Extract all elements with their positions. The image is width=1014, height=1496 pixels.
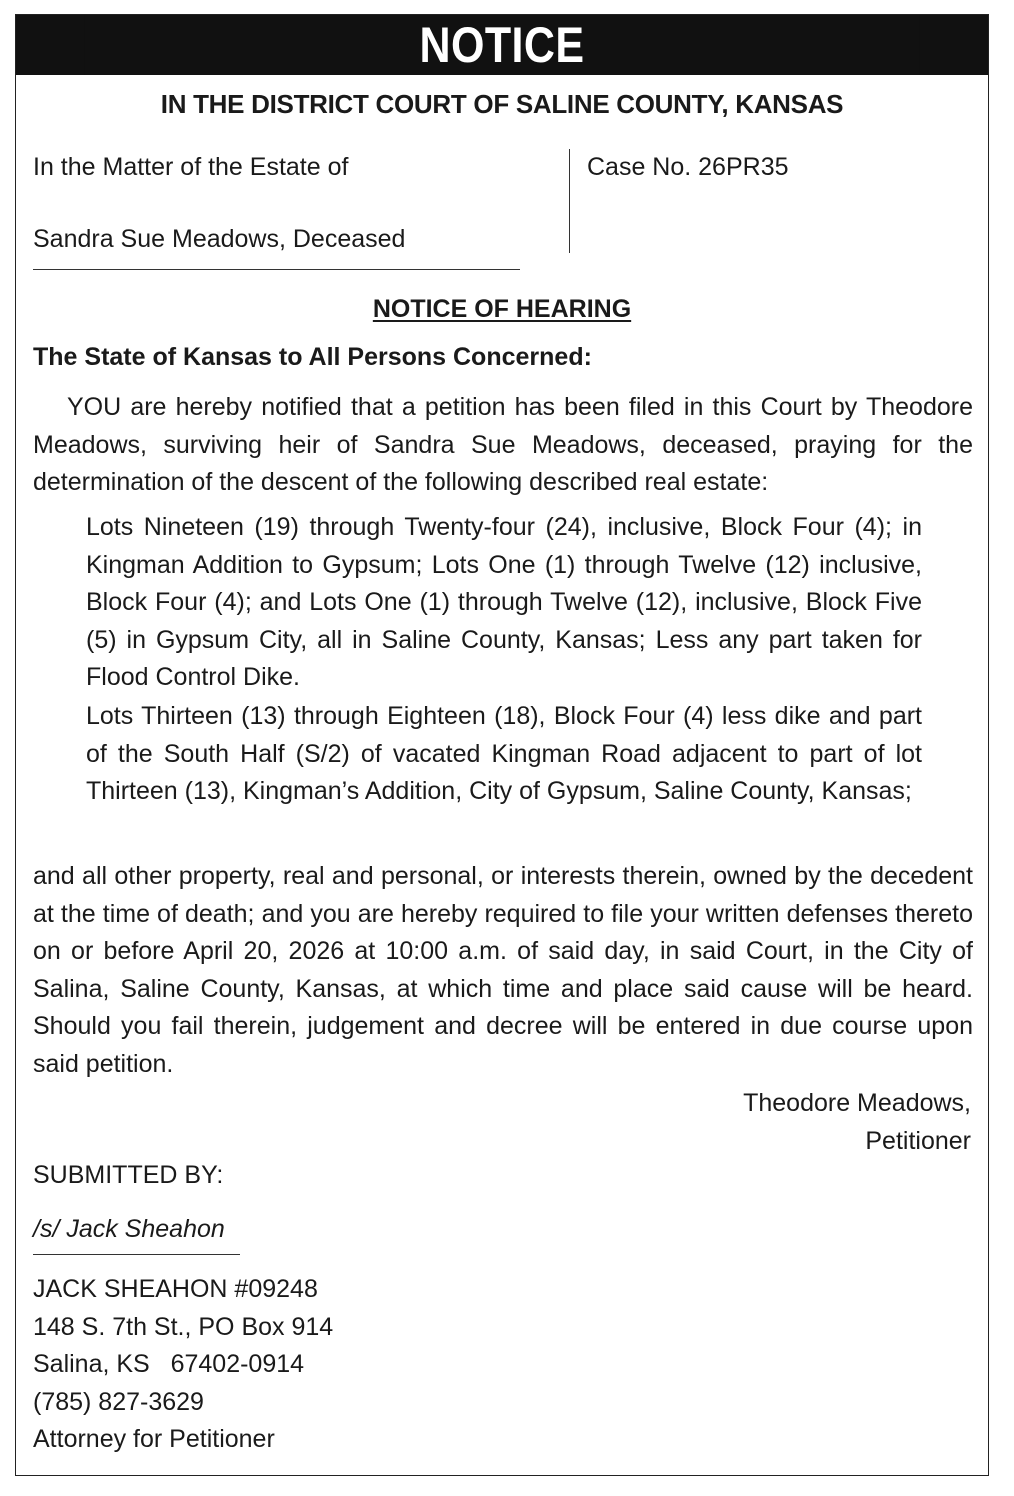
attorney-block [33, 1271, 333, 1459]
attorney-street: 148 S. 7th St., PO Box 914 [33, 1312, 334, 1341]
legal-description-1: Lots Nineteen (19) through Twenty-four (24), inclusive, Block Four (4); in Kingman Addition to Gypsum; Lots One (1) through Twelve (12) inclusive, Block Four (4); and Lots One (1) through Twelve (12), inclusive, Block Five (5) in Gypsum City, all in Saline County, Kansas; Less any part taken for Flood Control Dike. [86, 513, 922, 692]
decedent-name: Sandra Sue Meadows, Deceased [33, 225, 406, 253]
petitioner-role: Petitioner [865, 1126, 971, 1155]
notice-paragraph-2: and all other property, real and personal, or interests therein, owned by the decedent at the time of death; and you are hereby required to file your written defenses thereto on or before April 20, 2026 at 10:00 a.m. of said day, in said Court, in the City of Salina, Saline County, Kansas, at which time and place said cause will be heard. Should you fail therein, judgement and decree will be entered in due course upon said petition. [33, 862, 973, 1078]
notice-paragraph-1: YOU are hereby notified that a petition has been filed in this Court by Theodore Meadows, surviving heir of Sandra Sue Meadows, deceased, praying for the determination of the descent of the following described real estate: [33, 393, 973, 497]
hearing-title: NOTICE OF HEARING [372, 295, 632, 323]
addressee: The State of Kansas to All Persons Concerned: [33, 343, 592, 371]
attorney-name: JACK SHEAHON #09248 [33, 1275, 318, 1303]
petitioner-block [743, 1085, 971, 1160]
attorney-phone: (785) 827-3629 [33, 1387, 204, 1416]
court-heading: IN THE DISTRICT COURT OF SALINE COUNTY, KANSAS [160, 89, 844, 119]
petitioner-name: Theodore Meadows, [743, 1089, 971, 1117]
attorney-city: Salina, KS 67402-0914 [33, 1350, 305, 1379]
legal-description-2: Lots Thirteen (13) through Eighteen (18), Block Four (4) less dike and part of the South Half (S/2) of vacated Kingman Road adjacent to part of lot Thirteen (13), Kingman’s Addition, City of Gypsum, Saline County, Kansas; [86, 702, 922, 806]
attorney-role: Attorney for Petitioner [33, 1425, 275, 1454]
attorney-signature: /s/ Jack Sheahon [33, 1215, 240, 1255]
case-number: Case No. 26PR35 [587, 153, 789, 181]
case-caption [33, 153, 520, 270]
caption-divider [569, 149, 570, 253]
estate-matter-line: In the Matter of the Estate of [33, 153, 349, 181]
submitted-by-label: SUBMITTED BY: [33, 1161, 224, 1189]
notice-frame [15, 14, 989, 1476]
notice-banner: NOTICE [84, 15, 920, 75]
